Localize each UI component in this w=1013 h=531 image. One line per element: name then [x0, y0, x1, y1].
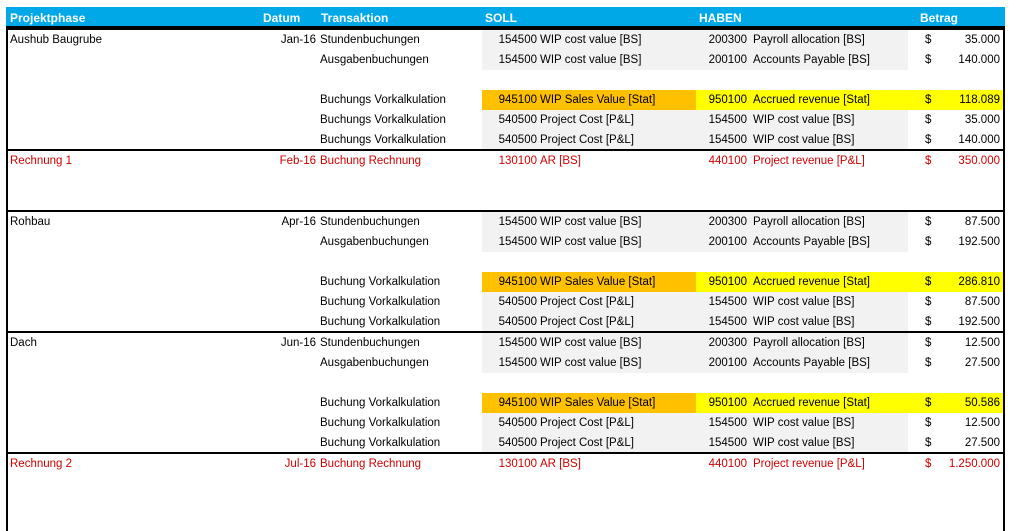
soll-account-name[interactable]: WIP Sales Value [Stat]: [540, 397, 656, 409]
betrag-cell[interactable]: 27.500: [964, 357, 1000, 369]
haben-account-number[interactable]: 154500: [708, 296, 747, 308]
haben-account-name[interactable]: Project revenue [P&L]: [753, 155, 865, 167]
col-header-transaktion[interactable]: Transaktion: [321, 11, 389, 25]
betrag-cell[interactable]: 50.586: [964, 397, 1000, 409]
currency-symbol[interactable]: $: [925, 458, 932, 470]
haben-account-number[interactable]: 200100: [708, 357, 747, 369]
transaktion-cell[interactable]: Buchung Vorkalkulation: [320, 276, 441, 288]
datum-cell[interactable]: Jun-16: [280, 337, 316, 349]
table-row: [8, 353, 1003, 373]
betrag-cell[interactable]: 118.089: [959, 94, 1000, 106]
soll-account-name[interactable]: AR [BS]: [540, 458, 581, 470]
table-row: [8, 30, 1003, 50]
col-header-datum[interactable]: Datum: [263, 11, 301, 25]
soll-account-number[interactable]: 540500: [498, 114, 537, 126]
currency-symbol[interactable]: $: [925, 134, 932, 146]
haben-account-number[interactable]: 154500: [708, 316, 747, 328]
transaktion-cell[interactable]: Ausgabenbuchungen: [320, 236, 429, 248]
table-row: [8, 312, 1003, 332]
betrag-cell[interactable]: 27.500: [964, 437, 1000, 449]
table-row: [8, 272, 1003, 292]
haben-account-number[interactable]: 200300: [708, 34, 747, 46]
table-row: [8, 232, 1003, 252]
haben-account-number[interactable]: 440100: [708, 458, 747, 470]
soll-account-number[interactable]: 130100: [498, 458, 537, 470]
table-row: [8, 393, 1003, 413]
datum-cell[interactable]: Jan-16: [280, 34, 316, 46]
soll-account-name[interactable]: Project Cost [P&L]: [540, 417, 634, 429]
projektphase-cell[interactable]: Aushub Baugrube: [10, 34, 103, 46]
soll-account-name[interactable]: WIP cost value [BS]: [540, 54, 642, 66]
soll-account-name[interactable]: Project Cost [P&L]: [540, 296, 634, 308]
row-divider: [6, 149, 1005, 151]
soll-account-number[interactable]: 154500: [498, 357, 537, 369]
soll-account-number[interactable]: 945100: [498, 276, 537, 288]
betrag-cell[interactable]: 140.000: [958, 134, 1000, 146]
transaktion-cell[interactable]: Buchungs Vorkalkulation: [320, 94, 446, 106]
transaktion-cell[interactable]: Buchung Rechnung: [320, 155, 422, 167]
currency-symbol[interactable]: $: [925, 337, 932, 349]
haben-account-name[interactable]: WIP cost value [BS]: [753, 417, 855, 429]
betrag-cell[interactable]: 192.500: [958, 236, 1000, 248]
currency-symbol[interactable]: $: [925, 276, 932, 288]
soll-account-name[interactable]: WIP cost value [BS]: [540, 357, 642, 369]
haben-account-number[interactable]: 200300: [708, 337, 747, 349]
col-header-haben[interactable]: HABEN: [699, 11, 742, 25]
datum-cell[interactable]: Jul-16: [284, 458, 316, 470]
soll-account-number[interactable]: 540500: [498, 316, 537, 328]
soll-account-name[interactable]: Project Cost [P&L]: [540, 437, 634, 449]
soll-account-number[interactable]: 154500: [498, 216, 537, 228]
soll-account-number[interactable]: 945100: [498, 397, 537, 409]
col-header-projektphase[interactable]: Projektphase: [10, 11, 86, 25]
haben-account-number[interactable]: 440100: [708, 155, 747, 167]
currency-symbol[interactable]: $: [925, 155, 932, 167]
soll-account-name[interactable]: Project Cost [P&L]: [540, 134, 634, 146]
betrag-cell[interactable]: 140.000: [958, 54, 1000, 66]
projektphase-cell[interactable]: Rechnung 1: [10, 155, 73, 167]
betrag-cell[interactable]: 286.810: [958, 276, 1000, 288]
table-row: [8, 333, 1003, 353]
table-row: [8, 50, 1003, 70]
haben-account-name[interactable]: Accounts Payable [BS]: [753, 357, 870, 369]
row-divider: [6, 28, 1005, 30]
soll-account-name[interactable]: Project Cost [P&L]: [540, 316, 634, 328]
betrag-cell[interactable]: 87.500: [964, 296, 1000, 308]
haben-account-number[interactable]: 950100: [708, 397, 747, 409]
soll-account-name[interactable]: WIP Sales Value [Stat]: [540, 94, 656, 106]
soll-account-name[interactable]: WIP cost value [BS]: [540, 34, 642, 46]
currency-symbol[interactable]: $: [925, 417, 932, 429]
soll-account-number[interactable]: 154500: [498, 337, 537, 349]
soll-account-number[interactable]: 540500: [498, 296, 537, 308]
currency-symbol[interactable]: $: [925, 296, 932, 308]
soll-account-number[interactable]: 130100: [498, 155, 537, 167]
haben-account-number[interactable]: 950100: [708, 276, 747, 288]
haben-account-name[interactable]: Project revenue [P&L]: [753, 458, 865, 470]
betrag-cell[interactable]: 350.000: [958, 155, 1000, 167]
betrag-cell[interactable]: 35.000: [964, 34, 1000, 46]
soll-account-name[interactable]: AR [BS]: [540, 155, 581, 167]
soll-account-number[interactable]: 154500: [498, 54, 537, 66]
transaktion-cell[interactable]: Ausgabenbuchungen: [320, 54, 429, 66]
betrag-cell[interactable]: 12.500: [964, 337, 1000, 349]
transaktion-cell[interactable]: Stundenbuchungen: [320, 337, 420, 349]
col-header-soll[interactable]: SOLL: [485, 11, 517, 25]
haben-account-name[interactable]: Accounts Payable [BS]: [753, 236, 870, 248]
soll-account-number[interactable]: 540500: [498, 437, 537, 449]
datum-cell[interactable]: Feb-16: [279, 155, 316, 167]
haben-account-number[interactable]: 154500: [708, 417, 747, 429]
haben-account-number[interactable]: 154500: [708, 134, 747, 146]
currency-symbol[interactable]: $: [925, 236, 932, 248]
currency-symbol[interactable]: $: [925, 437, 932, 449]
soll-account-number[interactable]: 154500: [498, 236, 537, 248]
haben-account-name[interactable]: Accrued revenue [Stat]: [753, 276, 870, 288]
haben-account-name[interactable]: Accrued revenue [Stat]: [753, 397, 870, 409]
soll-account-name[interactable]: WIP Sales Value [Stat]: [540, 276, 656, 288]
datum-cell[interactable]: Apr-16: [281, 216, 316, 228]
table-row: [8, 110, 1003, 130]
transaktion-cell[interactable]: Buchungs Vorkalkulation: [320, 134, 446, 146]
haben-account-name[interactable]: Accrued revenue [Stat]: [753, 94, 870, 106]
soll-account-number[interactable]: 540500: [498, 417, 537, 429]
haben-account-name[interactable]: WIP cost value [BS]: [753, 114, 855, 126]
haben-account-name[interactable]: WIP cost value [BS]: [753, 134, 855, 146]
table-row: [8, 454, 1003, 474]
transaktion-cell[interactable]: Buchung Vorkalkulation: [320, 437, 441, 449]
transaktion-cell[interactable]: Buchungs Vorkalkulation: [320, 114, 446, 126]
haben-account-number[interactable]: 154500: [708, 114, 747, 126]
transaktion-cell[interactable]: Buchung Vorkalkulation: [320, 296, 441, 308]
haben-account-name[interactable]: Accounts Payable [BS]: [753, 54, 870, 66]
soll-account-name[interactable]: WIP cost value [BS]: [540, 216, 642, 228]
col-header-betrag[interactable]: Betrag: [920, 11, 959, 25]
haben-account-number[interactable]: 200100: [708, 54, 747, 66]
haben-account-name[interactable]: Payroll allocation [BS]: [753, 337, 865, 349]
haben-account-name[interactable]: Payroll allocation [BS]: [753, 34, 865, 46]
haben-account-number[interactable]: 200100: [708, 236, 747, 248]
transaktion-cell[interactable]: Buchung Vorkalkulation: [320, 397, 441, 409]
soll-account-name[interactable]: WIP cost value [BS]: [540, 337, 642, 349]
betrag-cell[interactable]: 87.500: [964, 216, 1000, 228]
betrag-cell[interactable]: 192.500: [958, 316, 1000, 328]
table-row: [8, 151, 1003, 171]
projektphase-cell[interactable]: Rechnung 2: [10, 458, 73, 470]
projektphase-cell[interactable]: Rohbau: [10, 216, 51, 228]
soll-account-number[interactable]: 945100: [498, 94, 537, 106]
currency-symbol[interactable]: $: [925, 316, 932, 328]
transaktion-cell[interactable]: Buchung Vorkalkulation: [320, 316, 441, 328]
header-row: [6, 7, 1005, 28]
row-divider: [6, 452, 1005, 454]
transaktion-cell[interactable]: Stundenbuchungen: [320, 34, 420, 46]
soll-account-name[interactable]: WIP cost value [BS]: [540, 236, 642, 248]
soll-account-name[interactable]: Project Cost [P&L]: [540, 114, 634, 126]
currency-symbol[interactable]: $: [925, 34, 932, 46]
soll-account-number[interactable]: 540500: [498, 134, 537, 146]
haben-account-name[interactable]: WIP cost value [BS]: [753, 437, 855, 449]
currency-symbol[interactable]: $: [925, 397, 932, 409]
transaktion-cell[interactable]: Ausgabenbuchungen: [320, 357, 429, 369]
betrag-cell[interactable]: 12.500: [964, 417, 1000, 429]
transaktion-cell[interactable]: Buchung Vorkalkulation: [320, 417, 441, 429]
row-divider: [6, 331, 1005, 333]
table-row: [8, 413, 1003, 433]
haben-account-name[interactable]: Payroll allocation [BS]: [753, 216, 865, 228]
haben-account-number[interactable]: 950100: [708, 94, 747, 106]
table-row: [8, 130, 1003, 150]
currency-symbol[interactable]: $: [925, 94, 932, 106]
table-row: [8, 90, 1003, 110]
soll-account-number[interactable]: 154500: [498, 34, 537, 46]
table-row: [8, 212, 1003, 232]
currency-symbol[interactable]: $: [925, 54, 932, 66]
transaktion-cell[interactable]: Buchung Rechnung: [320, 458, 422, 470]
currency-symbol[interactable]: $: [925, 216, 932, 228]
haben-account-name[interactable]: WIP cost value [BS]: [753, 316, 855, 328]
haben-account-number[interactable]: 200300: [708, 216, 747, 228]
haben-account-name[interactable]: WIP cost value [BS]: [753, 296, 855, 308]
betrag-cell[interactable]: 35.000: [964, 114, 1000, 126]
table-row: [8, 292, 1003, 312]
betrag-cell[interactable]: 1.250.000: [948, 458, 1000, 470]
currency-symbol[interactable]: $: [925, 114, 932, 126]
row-divider: [6, 210, 1005, 212]
transaktion-cell[interactable]: Stundenbuchungen: [320, 216, 420, 228]
table-row: [8, 433, 1003, 453]
projektphase-cell[interactable]: Dach: [10, 337, 37, 349]
haben-account-number[interactable]: 154500: [708, 437, 747, 449]
currency-symbol[interactable]: $: [925, 357, 932, 369]
